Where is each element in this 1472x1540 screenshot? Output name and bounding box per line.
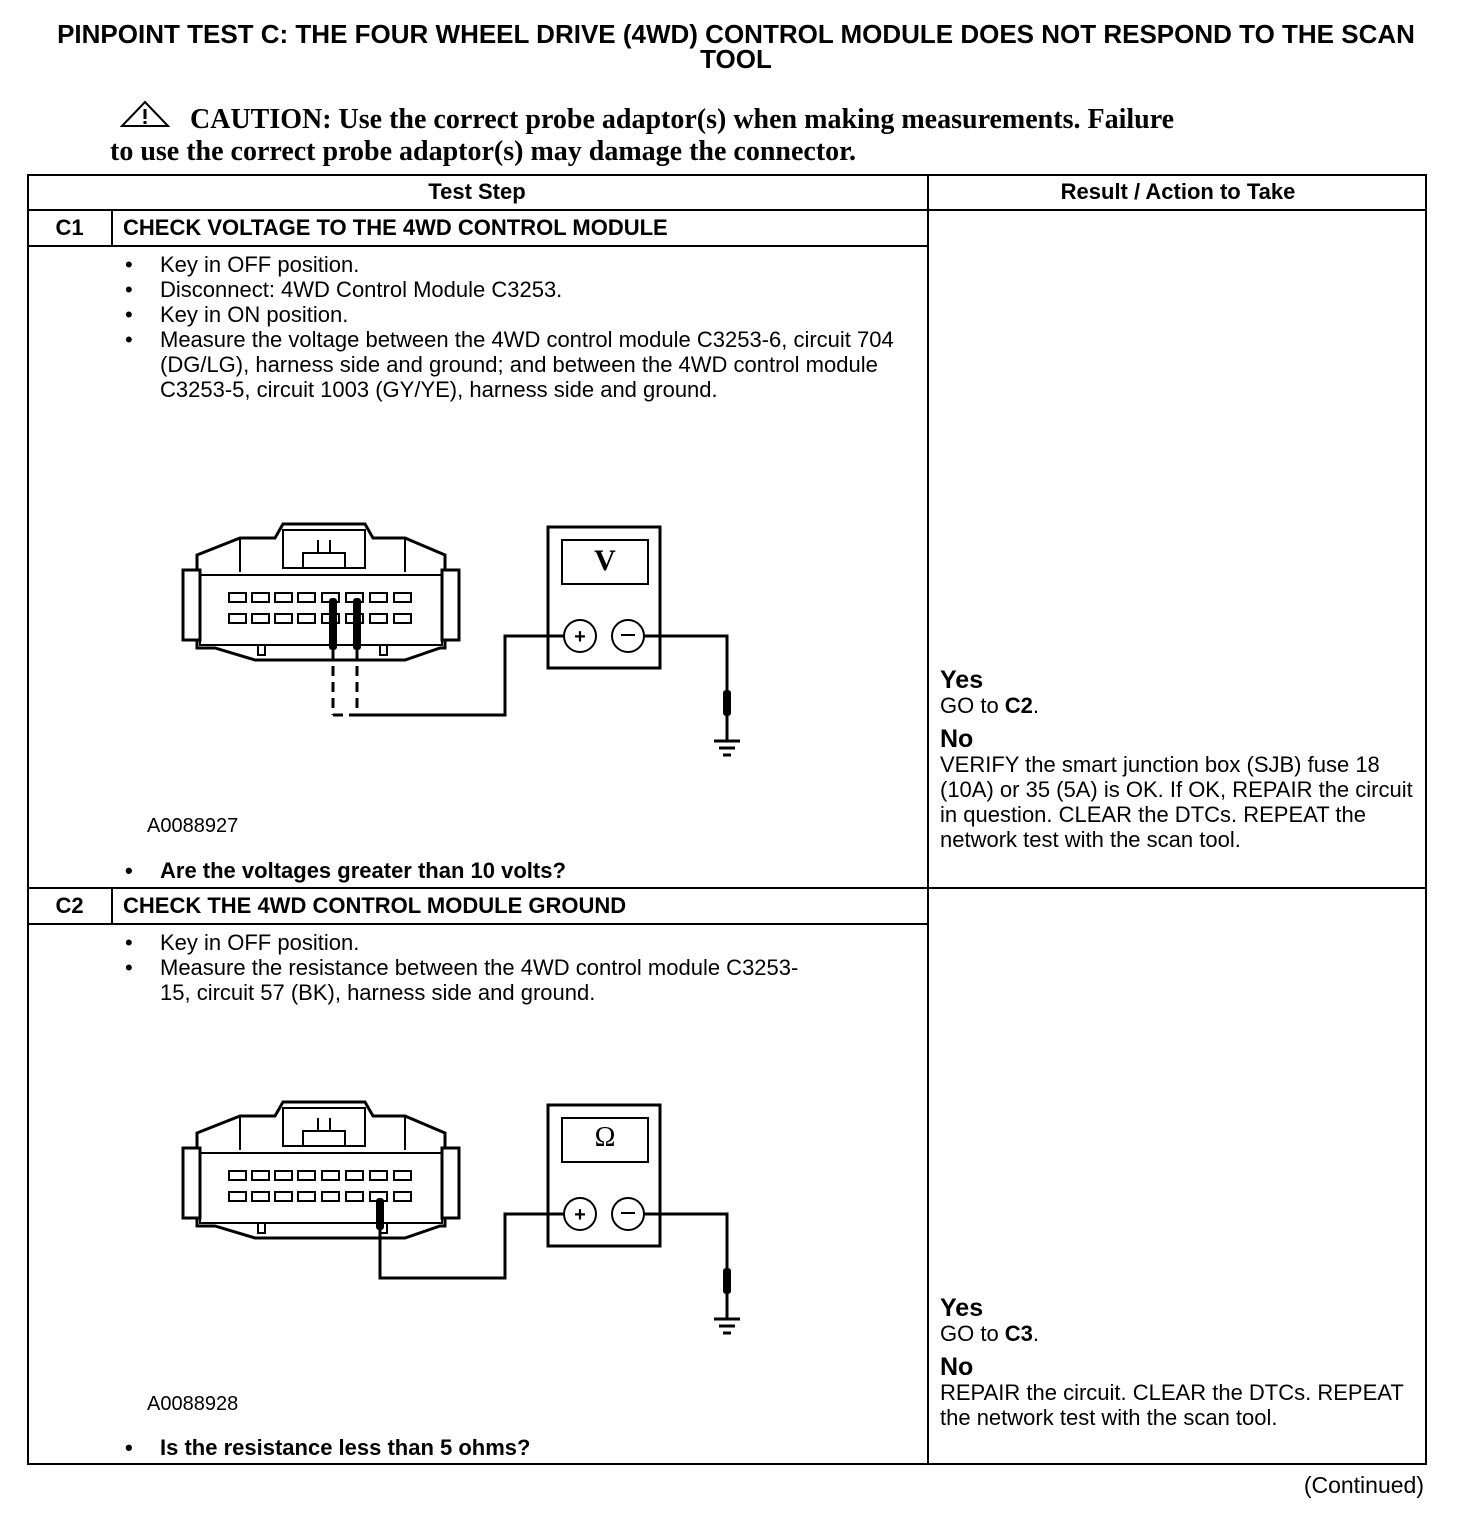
yes-text: GO to xyxy=(940,1321,1005,1346)
go-to-link: C2 xyxy=(1004,693,1033,718)
page-title: PINPOINT TEST C: THE FOUR WHEEL DRIVE (4WD) CONTROL MODULE DOES NOT RESPOND TO THE SCAN TOOL xyxy=(57,19,1415,74)
caution-line-1: CAUTION: Use the correct probe adaptor(s) when making measurements. Failure xyxy=(190,104,1175,135)
result-c2: Yes GO to C3. No REPAIR the circuit. CLEAR the DTCs. REPEAT the network test with the scan tool. xyxy=(940,1296,1420,1430)
c2-connector-diagram xyxy=(183,1102,740,1333)
yes-text: GO to xyxy=(940,693,1005,718)
list-item: • Key in OFF position. xyxy=(125,252,895,277)
step-id: C2 xyxy=(55,893,84,918)
header-result: Result / Action to Take xyxy=(1060,179,1296,204)
no-text: VERIFY the smart junction box (SJB) fuse 18 (10A) or 35 (5A) is OK. If OK, REPAIR the circuit in question. CLEAR the DTCs. REPEAT the network test with the scan tool. xyxy=(940,752,1413,852)
list-item: • Key in OFF position. xyxy=(125,930,825,955)
step-id: C1 xyxy=(55,215,84,240)
no-text: REPAIR the circuit. CLEAR the DTCs. REPEAT the network test with the scan tool. xyxy=(940,1380,1404,1430)
meter-symbol: Ω xyxy=(594,1122,616,1153)
step-question: • Is the resistance less than 5 ohms? xyxy=(125,1435,895,1460)
go-to-link: C3 xyxy=(1004,1321,1033,1346)
step-title: CHECK VOLTAGE TO THE 4WD CONTROL MODULE xyxy=(123,215,668,240)
figure-id: A0088927 xyxy=(147,815,239,837)
step-question: • Are the voltages greater than 10 volts? xyxy=(125,858,895,883)
step-title: CHECK THE 4WD CONTROL MODULE GROUND xyxy=(123,893,627,918)
list-item: • Disconnect: 4WD Control Module C3253. xyxy=(125,277,895,302)
continued-note: (Continued) xyxy=(1303,1472,1424,1498)
header-test-step: Test Step xyxy=(428,179,526,204)
c1-connector-diagram xyxy=(183,524,740,755)
yes-label: Yes xyxy=(940,1294,984,1322)
meter-symbol: V xyxy=(594,544,616,577)
no-label: No xyxy=(940,725,974,753)
figure-id: A0088928 xyxy=(147,1393,239,1415)
caution-line-2: to use the correct probe adaptor(s) may damage the connector. xyxy=(110,136,857,167)
step-instructions xyxy=(125,930,825,1005)
yes-label: Yes xyxy=(940,666,984,694)
list-item: • Measure the voltage between the 4WD control module C3253-6, circuit 704 (DG/LG), harness side and ground; and between the 4WD control module C3253-5, circuit 1003 (GY/YE), harness side and ground. xyxy=(125,327,895,402)
result-c1: Yes GO to C2. No VERIFY the smart junction box (SJB) fuse 18 (10A) or 35 (5A) is OK. If OK, REPAIR the circuit in question. CLEAR the DTCs. REPEAT the network test with the scan tool. xyxy=(940,668,1420,852)
list-item: • Key in ON position. xyxy=(125,302,895,327)
no-label: No xyxy=(940,1353,974,1381)
list-item: • Measure the resistance between the 4WD control module C3253-15, circuit 57 (BK), harness side and ground. xyxy=(125,955,825,1005)
